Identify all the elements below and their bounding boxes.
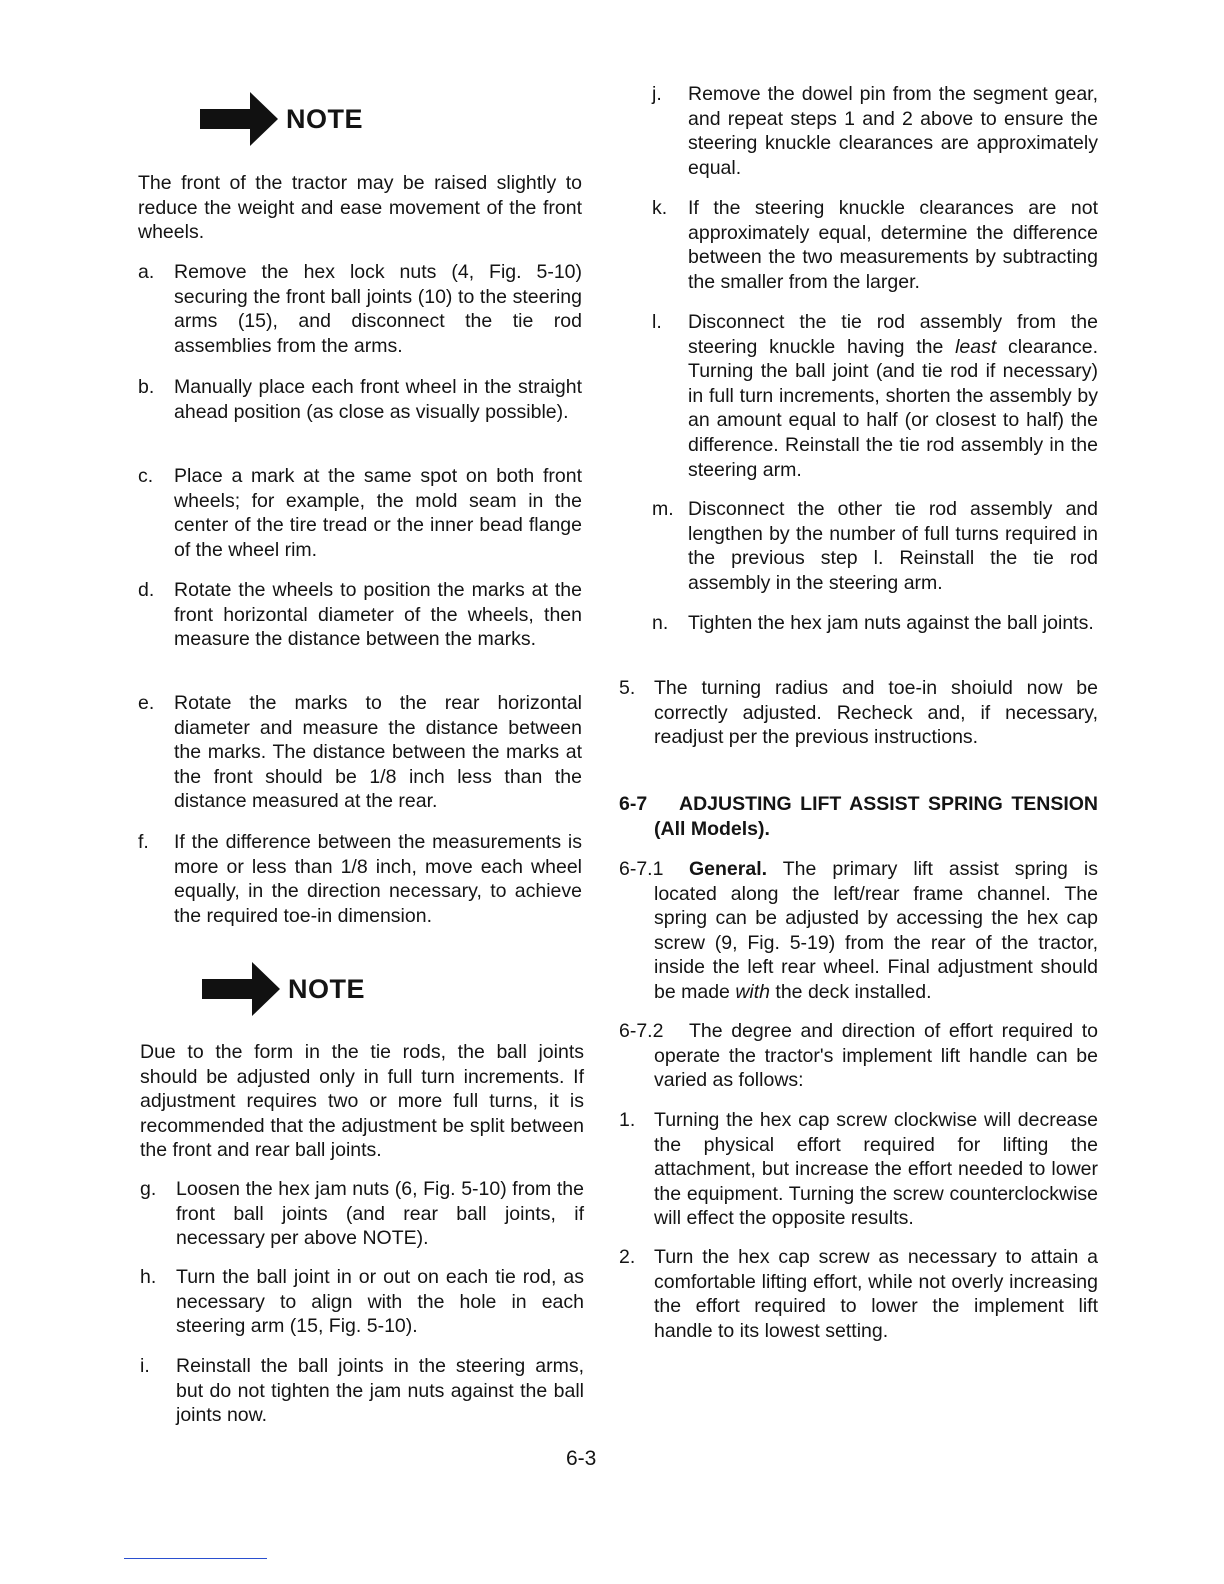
item-label: b.: [138, 376, 155, 398]
item-label: e.: [138, 692, 155, 714]
note-heading-1: [200, 92, 363, 146]
subsection-text: The degree and direction of effort required to operate the tractor's implement lift handle can be varied as follows:: [654, 1020, 1098, 1092]
item-text: [688, 310, 1098, 482]
item-label: f.: [138, 831, 149, 853]
item-text: Turn the ball joint in or out on each tie rod, as necessary to align with the hole in each steering arm (15, Fig. 5-10).: [176, 1266, 584, 1338]
subsection-number: 6-7.1: [619, 858, 664, 880]
step-label: 5.: [619, 677, 636, 699]
item-label: m.: [652, 498, 674, 520]
item-text: Disconnect the other tie rod assembly and lengthen by the number of full turns required in the previous step l. Reinstall the tie rod assembly in the steering arm.: [688, 498, 1098, 594]
item-text: Reinstall the ball joints in the steering arms, but do not tighten the jam nuts against the ball joints now.: [176, 1355, 584, 1427]
item-label: n.: [652, 612, 669, 634]
item-label: a.: [138, 261, 155, 283]
item-text: Rotate the wheels to position the marks at the front horizontal diameter of the wheels, then measure the distance between the marks.: [174, 579, 582, 651]
page-number: 6-3: [566, 1447, 597, 1470]
subsection-text-part: The primary lift assist spring is located along the left/rear frame channel. The spring can be adjusted by accessing the hex cap screw (9, Fig. 5-19) from the rear of the tractor, inside the left rear wheel. Final adjustment should be made: [654, 858, 1098, 1003]
item-text: Rotate the marks to the rear horizontal diameter and measure the distance between the marks. The distance between the marks at the front should be 1/8 inch less than the distance measured at the rear.: [174, 692, 582, 813]
item-text-part: Disconnect the tie rod assembly from the steering knuckle having the: [688, 311, 1098, 358]
note-text-2: Due to the form in the tie rods, the ball joints should be adjusted only in full turn increments. If adjustment requires two or more full turns, it is recommended that the adjustment be split between the front and rear ball joints.: [140, 1041, 584, 1162]
step-text: Turning the hex cap screw clockwise will decrease the physical effort required for lifting the attachment, but increase the effort needed to lower the equipment. Turning the screw counterclockwise will effect the opposite results.: [654, 1109, 1098, 1230]
note-title: NOTE: [286, 103, 364, 134]
item-text: Tighten the hex jam nuts against the ball joints.: [688, 612, 1094, 634]
emphasis-text: least: [955, 335, 997, 358]
item-text: Manually place each front wheel in the straight ahead position (as close as visually possible).: [174, 376, 582, 423]
note-heading-2: [202, 962, 365, 1016]
item-label: j.: [652, 83, 662, 105]
subsection-text-part: the deck installed.: [770, 980, 932, 1003]
subsection-heading: General.: [689, 858, 768, 880]
item-text: Place a mark at the same spot on both front wheels; for example, the mold seam in the center of the tire tread or the inner bead flange of the wheel rim.: [174, 465, 582, 561]
step-label: 2.: [619, 1246, 636, 1268]
subsection-number: 6-7.2: [619, 1020, 664, 1042]
item-label: k.: [652, 197, 668, 219]
note-title: NOTE: [288, 973, 366, 1004]
item-label: h.: [140, 1266, 157, 1288]
item-label: c.: [138, 465, 154, 487]
item-text: Remove the dowel pin from the segment gear, and repeat steps 1 and 2 above to ensure the steering knuckle clearances are approximately equal.: [688, 83, 1098, 179]
item-text: If the difference between the measurements is more or less than 1/8 inch, move each wheel equally, in the direction necessary, to achieve the required toe-in dimension.: [174, 831, 582, 927]
item-text-part: clearance. Turning the ball joint (and tie rod if necessary) in full turn increments, shorten the assembly by an amount equal to half (or closest to half) the difference. Reinstall the tie rod assembly in the steering arm.: [688, 335, 1099, 481]
item-label: d.: [138, 579, 155, 601]
item-label: i.: [140, 1355, 150, 1377]
item-text: Loosen the hex jam nuts (6, Fig. 5-10) from the front ball joints (and rear ball joints, if necessary per above NOTE).: [176, 1178, 584, 1250]
arrow-icon: [202, 962, 280, 1016]
emphasis-text: with: [735, 980, 770, 1003]
arrow-icon: [200, 92, 278, 146]
step-text: Turn the hex cap screw as necessary to attain a comfortable lifting effort, while not overly increasing the effort required to lower the implement lift handle to its lowest setting.: [654, 1246, 1098, 1342]
section-title: ADJUSTING LIFT ASSIST SPRING TENSION (All Models).: [654, 793, 1098, 840]
item-label: g.: [140, 1178, 157, 1200]
item-text: If the steering knuckle clearances are not approximately equal, determine the difference between the two measurements by subtracting the smaller from the larger.: [688, 197, 1098, 293]
step-text: The turning radius and toe-in shoiuld now be correctly adjusted. Recheck and, if necessary, readjust per the previous instructions.: [654, 677, 1098, 749]
item-label: l.: [652, 311, 662, 333]
section-number: 6-7: [619, 793, 648, 815]
subsection-text: [654, 857, 1098, 1005]
note-text-1: The front of the tractor may be raised slightly to reduce the weight and ease movement of the front wheels.: [138, 172, 582, 244]
item-text: Remove the hex lock nuts (4, Fig. 5-10) securing the front ball joints (10) to the steering arms (15), and disconnect the tie rod assemblies from the arms.: [174, 261, 582, 357]
scan-edge-line: [124, 1558, 267, 1559]
step-label: 1.: [619, 1109, 636, 1131]
